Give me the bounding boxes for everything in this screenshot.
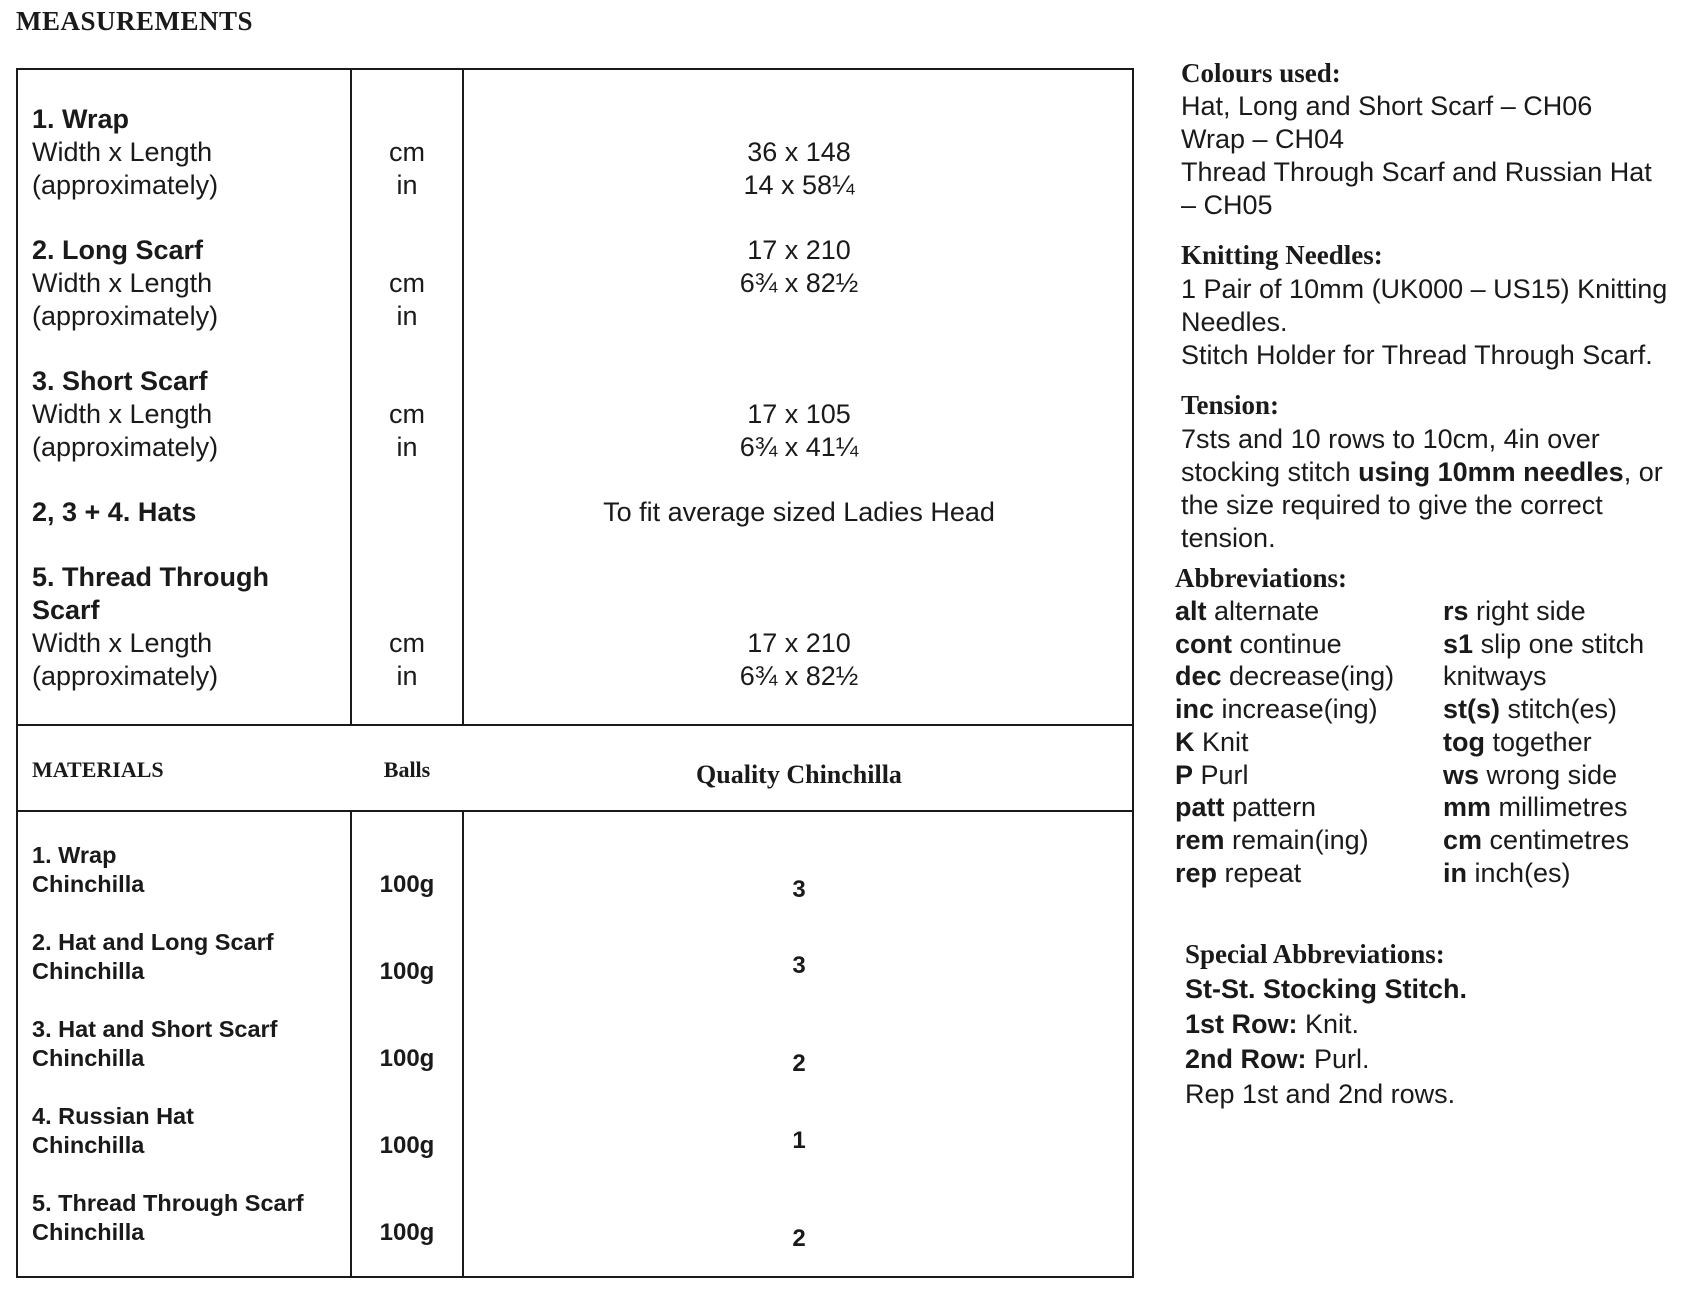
material-weight: 100g: [379, 958, 435, 985]
measurement-label: (approximately): [32, 301, 219, 331]
measurement-title: 3. Short Scarf: [32, 366, 208, 396]
unit-in: in: [396, 170, 418, 200]
material-name: 1. Wrap: [32, 842, 117, 868]
material-count: 3: [792, 876, 806, 903]
measurement-title: Scarf: [32, 595, 100, 625]
abbreviation-item: cm centimetres: [1443, 824, 1630, 855]
abbreviation-item: rep repeat: [1175, 857, 1302, 888]
measurement-units: [352, 398, 462, 464]
special-abbreviations-list: [1185, 972, 1467, 1112]
material-row-name: [32, 928, 274, 986]
value-cm: 17 x 105: [747, 399, 851, 429]
tension-text: [1181, 423, 1663, 555]
abbreviation-item: cont continue: [1175, 628, 1342, 659]
measurement-values: [464, 398, 1134, 464]
tension-line: tension.: [1181, 523, 1276, 553]
material-count: 3: [792, 952, 806, 979]
needles-line: Stitch Holder for Thread Through Scarf.: [1181, 340, 1653, 370]
material-count: 2: [792, 1050, 806, 1077]
special-title: St-St. Stocking Stitch.: [1185, 974, 1468, 1004]
abbreviations-right-column: [1443, 595, 1644, 889]
value-in: 6¾ x 82½: [739, 268, 859, 298]
unit-in: in: [396, 661, 418, 691]
measurement-units: [352, 267, 462, 333]
abbreviation-item: rs right side: [1443, 596, 1586, 626]
material-row-name: [32, 1189, 304, 1247]
measurement-values: [464, 234, 1134, 300]
special-abbreviations-heading: Special Abbreviations:: [1185, 939, 1445, 969]
measurement-label: Width x Length: [32, 399, 213, 429]
value-cm: 17 x 210: [747, 628, 851, 658]
special-row: 2nd Row: Purl.: [1185, 1044, 1370, 1074]
material-name: 2. Hat and Long Scarf: [32, 929, 274, 955]
material-name: 5. Thread Through Scarf: [32, 1190, 304, 1216]
measurement-values: [464, 627, 1134, 693]
value-text: To fit average sized Ladies Head: [603, 497, 995, 527]
measurement-long-scarf: [32, 234, 218, 333]
measurement-units: [352, 627, 462, 693]
abbreviation-item: mm millimetres: [1443, 792, 1628, 823]
value-cm: 36 x 148: [747, 137, 851, 167]
material-weight: 100g: [379, 1045, 435, 1072]
measurement-short-scarf: [32, 365, 218, 464]
colours-list: [1181, 90, 1652, 222]
abbreviations-heading: Abbreviations:: [1175, 563, 1348, 593]
table-divider: [16, 724, 1134, 726]
measurement-values: [464, 496, 1134, 529]
measurement-label: Width x Length: [32, 628, 213, 658]
unit-cm: cm: [389, 628, 425, 658]
measurement-label: (approximately): [32, 170, 219, 200]
tension-line: the size required to give the correct: [1181, 490, 1603, 520]
abbreviation-item: s1 slip one stitch: [1443, 628, 1645, 659]
tension-line: [1181, 456, 1663, 489]
unit-in: in: [396, 301, 418, 331]
abbreviation-item: K Knit: [1175, 726, 1249, 757]
material-yarn: Chinchilla: [32, 1219, 145, 1245]
quality-heading: Quality Chinchilla: [696, 760, 902, 789]
measurement-units: [352, 136, 462, 202]
abbreviation-item: knitways: [1443, 661, 1547, 692]
abbreviations-left-column: [1175, 595, 1394, 889]
materials-heading: MATERIALS: [32, 757, 164, 782]
tension-text-part: , or: [1623, 457, 1663, 487]
table-divider: [16, 810, 1134, 812]
abbreviation-item: patt pattern: [1175, 792, 1317, 823]
measurement-title: 5. Thread Through: [32, 562, 270, 592]
unit-cm: cm: [389, 137, 425, 167]
unit-cm: cm: [389, 399, 425, 429]
material-yarn: Chinchilla: [32, 1045, 145, 1071]
measurement-title: 2. Long Scarf: [32, 235, 204, 265]
material-count: 1: [792, 1127, 806, 1154]
unit-cm: cm: [389, 268, 425, 298]
measurement-label: (approximately): [32, 432, 219, 462]
material-row-name: [32, 1015, 278, 1073]
abbreviation-item: inc increase(ing): [1175, 694, 1378, 725]
measurement-title: 2, 3 + 4. Hats: [32, 497, 197, 527]
material-weight: 100g: [379, 1132, 435, 1159]
material-yarn: Chinchilla: [32, 871, 145, 897]
abbreviation-item: in inch(es): [1443, 857, 1571, 888]
measurement-hats: [32, 496, 196, 529]
value-cm: 17 x 210: [747, 235, 851, 265]
page-title: MEASUREMENTS: [16, 6, 254, 36]
special-repeat: Rep 1st and 2nd rows.: [1185, 1079, 1456, 1109]
abbreviation-item: ws wrong side: [1443, 759, 1618, 790]
measurement-wrap: [32, 103, 218, 202]
tension-needle-emphasis: using 10mm needles: [1358, 457, 1624, 487]
value-in: 6¾ x 41¼: [739, 432, 859, 462]
measurement-label: Width x Length: [32, 137, 213, 167]
material-row-name: [32, 841, 144, 899]
needles-heading: Knitting Needles:: [1181, 240, 1383, 270]
colour-line: Hat, Long and Short Scarf – CH06: [1181, 91, 1593, 121]
measurement-values: [464, 136, 1134, 202]
material-weight: 100g: [379, 871, 435, 898]
abbreviation-item: alt alternate: [1175, 596, 1320, 626]
colour-line: Wrap – CH04: [1181, 124, 1345, 154]
needles-line: 1 Pair of 10mm (UK000 – US15) Knitting: [1181, 274, 1668, 304]
material-row-name: [32, 1102, 194, 1160]
material-count: 2: [792, 1225, 806, 1252]
material-name: 3. Hat and Short Scarf: [32, 1016, 278, 1042]
needles-list: [1181, 273, 1667, 372]
value-in: 6¾ x 82½: [739, 661, 859, 691]
material-name: 4. Russian Hat: [32, 1103, 194, 1129]
value-in: 14 x 58¼: [743, 170, 855, 200]
measurement-label: (approximately): [32, 661, 219, 691]
material-weight: 100g: [379, 1219, 435, 1246]
abbreviation-item: P Purl: [1175, 759, 1249, 790]
abbreviation-item: tog together: [1443, 726, 1592, 757]
needles-line: Needles.: [1181, 307, 1288, 337]
tension-text-part: stocking stitch: [1181, 457, 1359, 487]
material-yarn: Chinchilla: [32, 958, 145, 984]
unit-in: in: [396, 432, 418, 462]
colour-line: – CH05: [1181, 190, 1273, 220]
measurement-label: Width x Length: [32, 268, 213, 298]
material-yarn: Chinchilla: [32, 1132, 145, 1158]
tension-heading: Tension:: [1181, 390, 1280, 420]
special-row: 1st Row: Knit.: [1185, 1009, 1360, 1039]
measurement-thread-through-scarf: [32, 561, 269, 693]
tension-line: 7sts and 10 rows to 10cm, 4in over: [1181, 424, 1600, 454]
abbreviation-item: st(s) stitch(es): [1443, 694, 1618, 725]
colour-line: Thread Through Scarf and Russian Hat: [1181, 157, 1652, 187]
abbreviation-item: rem remain(ing): [1175, 824, 1369, 855]
measurement-title: 1. Wrap: [32, 104, 130, 134]
colours-heading: Colours used:: [1181, 58, 1341, 88]
abbreviation-item: dec decrease(ing): [1175, 661, 1395, 692]
balls-heading: Balls: [383, 757, 431, 782]
